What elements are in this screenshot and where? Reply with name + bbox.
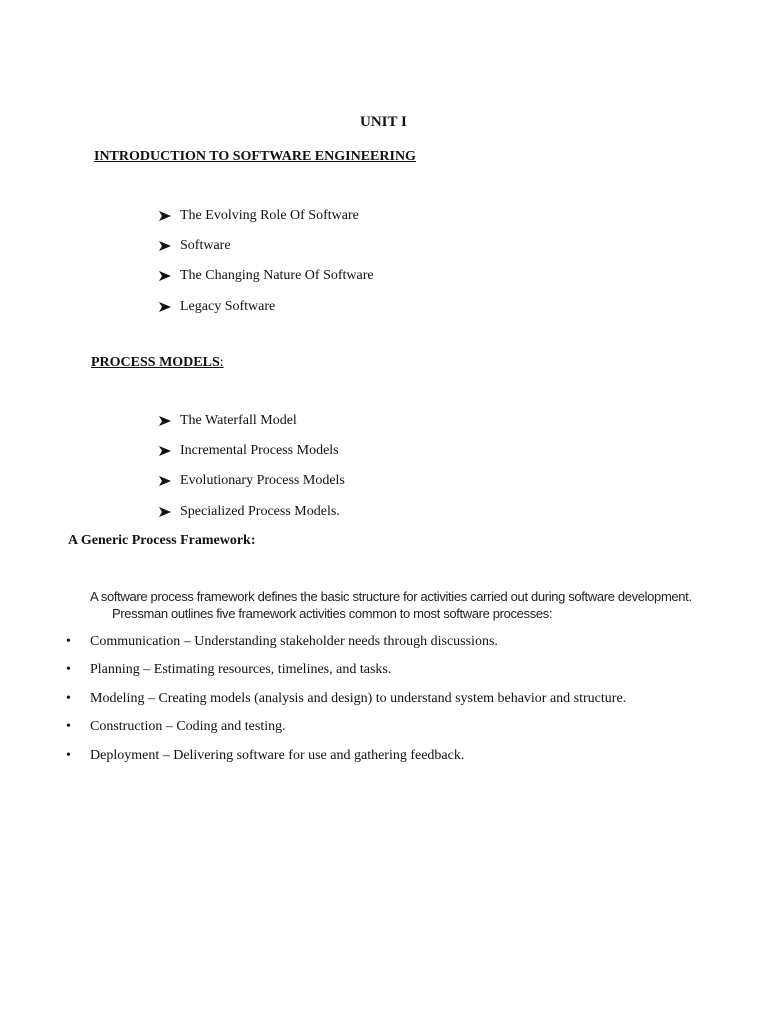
list-item [158, 268, 374, 284]
arrow-bullet-icon [158, 506, 180, 518]
arrow-bullet-icon [158, 445, 180, 457]
arrow-bullet-icon [158, 270, 180, 282]
arrow-bullet-icon [158, 301, 180, 313]
arrow-bullet-icon [158, 415, 180, 427]
process-models-colon: : [219, 355, 224, 370]
list-item [66, 748, 464, 764]
list-item [158, 413, 297, 429]
list-item [158, 299, 275, 315]
list-item-label: Software [180, 238, 231, 253]
list-item-label: The Changing Nature Of Software [180, 268, 374, 283]
framework-paragraph-line1: A software process framework defines the basic structure for activities carried out during software development. [90, 589, 692, 604]
arrow-bullet-icon [158, 240, 180, 252]
list-item [66, 662, 391, 678]
bullet-icon: • [66, 748, 71, 763]
list-item [158, 208, 359, 224]
arrow-bullet-icon [158, 210, 180, 222]
framework-heading: A Generic Process Framework: [68, 533, 256, 548]
unit-title: UNIT I [360, 114, 407, 130]
list-item [66, 691, 626, 707]
intro-heading: INTRODUCTION TO SOFTWARE ENGINEERING [94, 149, 416, 164]
bullet-icon: • [66, 719, 71, 734]
list-item-label: Communication – Understanding stakeholder needs through discussions. [90, 634, 498, 649]
list-item-label: The Evolving Role Of Software [180, 208, 359, 223]
list-item-label: Deployment – Delivering software for use and gathering feedback. [90, 748, 465, 763]
arrow-bullet-icon [158, 475, 180, 487]
list-item-label: Modeling – Creating models (analysis and design) to understand system behavior and structure. [90, 691, 627, 706]
list-item [158, 473, 345, 489]
list-item-label: Planning – Estimating resources, timelines, and tasks. [90, 662, 392, 677]
list-item [158, 443, 339, 459]
list-item [66, 719, 286, 735]
list-item [66, 634, 498, 650]
list-item [158, 238, 231, 254]
list-item [158, 504, 340, 520]
list-item-label: Incremental Process Models [180, 443, 339, 458]
process-models-heading-row [91, 355, 224, 371]
list-item-label: Specialized Process Models. [180, 504, 340, 519]
list-item-label: The Waterfall Model [180, 413, 297, 428]
framework-paragraph-line2: Pressman outlines five framework activities common to most software processes: [112, 606, 553, 621]
list-item-label: Evolutionary Process Models [180, 473, 345, 488]
bullet-icon: • [66, 662, 71, 677]
bullet-icon: • [66, 634, 71, 649]
list-item-label: Construction – Coding and testing. [90, 719, 286, 734]
list-item-label: Legacy Software [180, 299, 276, 314]
bullet-icon: • [66, 691, 71, 706]
process-models-heading: PROCESS MODELS [91, 355, 220, 370]
